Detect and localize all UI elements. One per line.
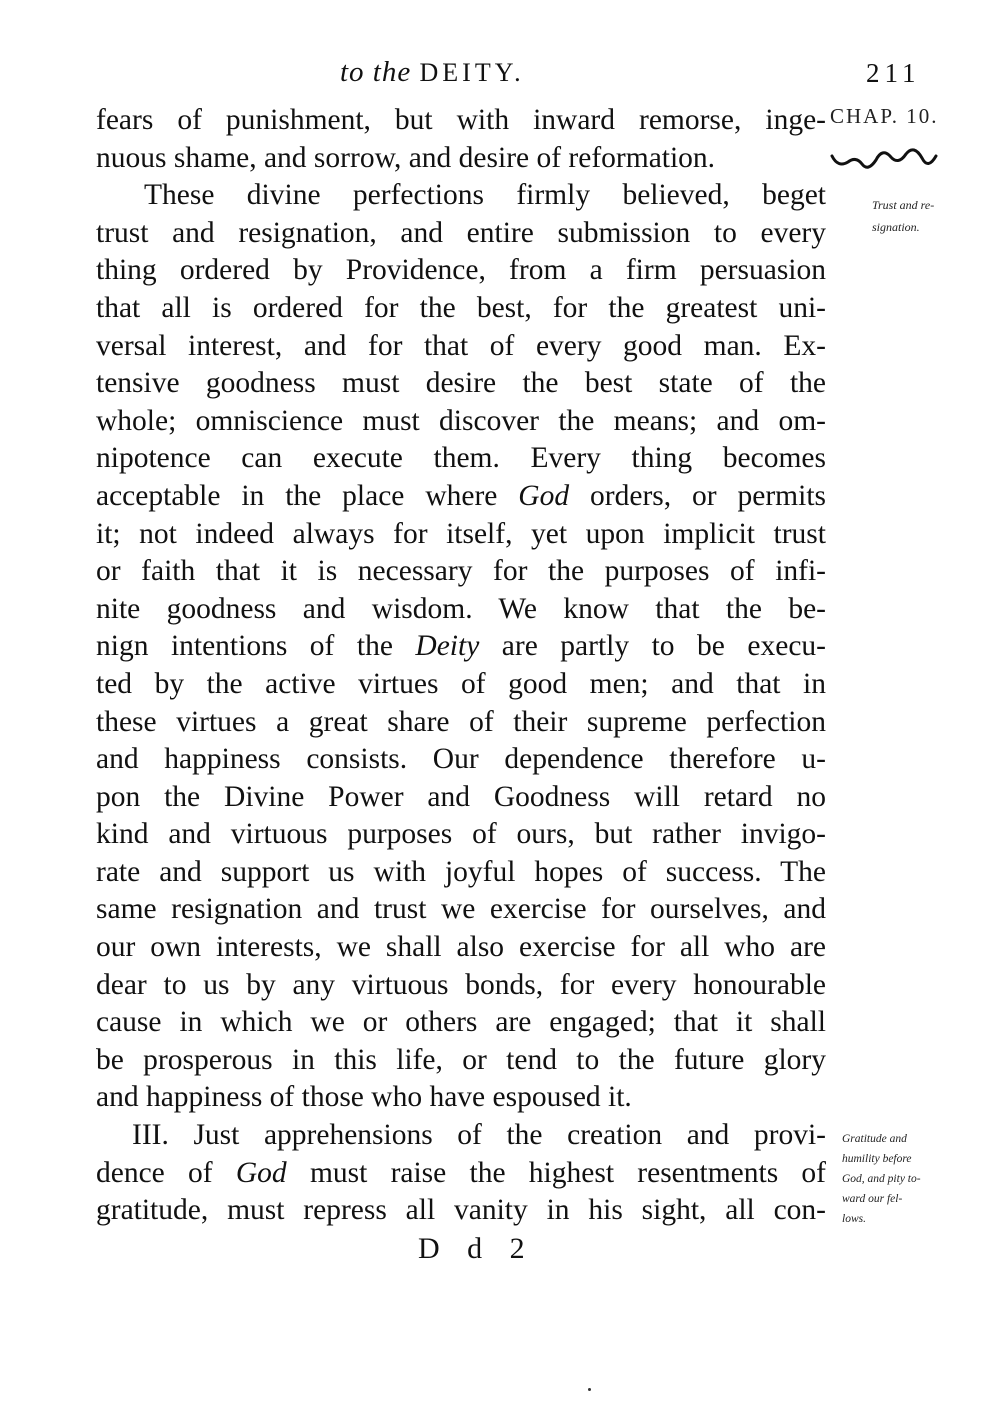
margin-note-trust — [872, 194, 944, 238]
running-title — [340, 56, 600, 89]
text-line: whole; omniscience must discover the means; and om- — [96, 404, 826, 437]
text-line: same resignation and trust we exercise for ourselves, and — [96, 893, 826, 926]
text-line: gratitude, must repress all vanity in his sight, all con- — [96, 1194, 826, 1227]
text-line: trust and resignation, and entire submission to every — [96, 216, 826, 249]
text-line: thing ordered by Providence, from a firm persuasion — [96, 254, 826, 287]
text-line: kind and virtuous purposes of ours, but rather invigo- — [96, 818, 826, 851]
text-line: versal interest, and for that of every good man. Ex- — [96, 329, 826, 362]
text-line: it; not indeed always for itself, yet upon implicit trust — [96, 517, 826, 550]
text-line: dence of God must raise the highest resentments of — [96, 1156, 827, 1189]
text-line: be prosperous in this life, or tend to the future glory — [96, 1043, 826, 1076]
text-line: nipotence can execute them. Every thing becomes — [96, 442, 826, 475]
margin-note-line: humility before — [842, 1153, 912, 1165]
margin-note-line: lows. — [842, 1213, 866, 1225]
text-line: dear to us by any virtuous bonds, for every honourable — [96, 968, 826, 1001]
text-line: fears of punishment, but with inward remorse, inge- — [96, 104, 826, 136]
text-line: nite goodness and wisdom. We know that the be- — [96, 592, 826, 625]
text-line: or faith that it is necessary for the purposes of infi- — [96, 555, 826, 588]
text-line: pon the Divine Power and Goodness will retard no — [96, 780, 826, 813]
chapter-marker: CHAP. 10. — [830, 104, 939, 128]
paper-speck — [588, 1388, 591, 1391]
running-title-italic: to the — [340, 56, 412, 88]
text-line: acceptable in the place where God orders, or permits — [96, 479, 827, 512]
signature-mark: D d 2 — [418, 1232, 535, 1265]
margin-note-line: signation. — [872, 220, 920, 234]
text-line: III. Just apprehensions of the creation and provi- — [132, 1119, 826, 1152]
text-line: these virtues a great share of their supreme perfection — [96, 705, 826, 738]
text-line: rate and support us with joyful hopes of success. The — [96, 855, 826, 888]
body-text — [96, 102, 826, 1230]
text-line: and happiness consists. Our dependence therefore u- — [96, 743, 826, 776]
margin-note-line: Trust and re- — [872, 198, 935, 212]
margin-note-line: ward our fel- — [842, 1193, 903, 1205]
margin-note-line: Gratitude and — [842, 1133, 907, 1145]
text-line: our own interests, we shall also exercise for all who are — [96, 931, 826, 964]
text-line: ted by the active virtues of good men; and that in — [96, 667, 826, 700]
text-line: nuous shame, and sorrow, and desire of reformation. — [96, 141, 716, 174]
text-line: nign intentions of the Deity are partly to be execu- — [96, 630, 826, 663]
margin-note-line: God, and pity to- — [842, 1173, 921, 1185]
text-line: tensive goodness must desire the best state of the — [96, 367, 826, 400]
page-number: 211 — [866, 58, 921, 88]
ornament-flourish-icon — [828, 146, 940, 172]
text-line: These divine perfections firmly believed, beget — [144, 179, 826, 212]
margin-note-gratitude — [842, 1129, 950, 1229]
text-line: cause in which we or others are engaged; that it shall — [96, 1006, 826, 1039]
text-line: that all is ordered for the best, for the greatest uni- — [96, 291, 826, 324]
text-line: and happiness of those who have espoused it. — [96, 1081, 632, 1114]
running-title-caps: DEITY. — [419, 58, 525, 87]
